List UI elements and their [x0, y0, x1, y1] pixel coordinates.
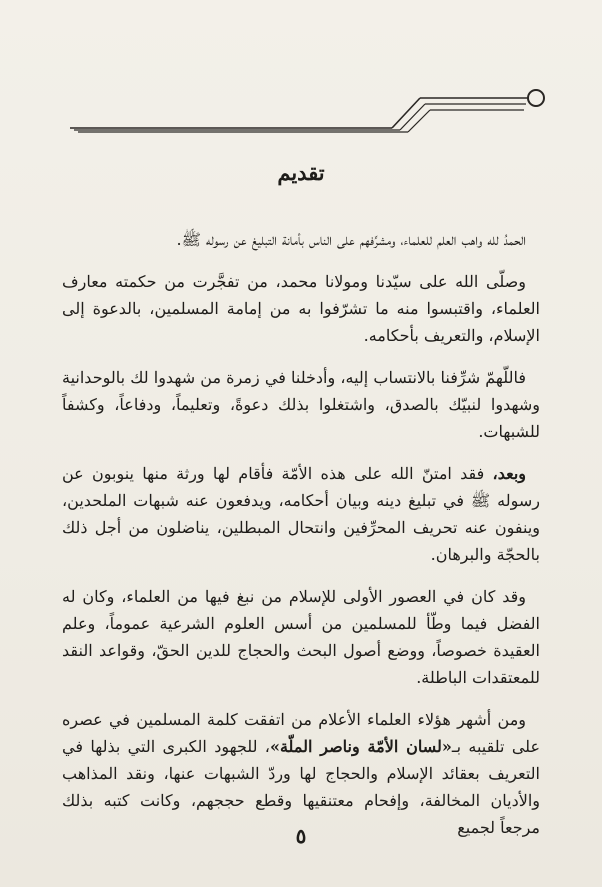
paragraph: الحمدُ لله واهب العلم للعلماء، ومشرِّفهم على الناس بأمانة التبليغ عن رسوله ﷺ.: [176, 230, 526, 249]
paragraph-text: ومن أشهر هؤلاء العلماء الأعلام من اتفقت كلمة المسلمين في عصره على تلقيبه بـ: [62, 710, 540, 756]
header-ornament: [70, 84, 550, 140]
paragraph-lead: وبعد،: [492, 464, 526, 483]
paragraph: [62, 460, 540, 568]
page-title: تقديم: [277, 160, 325, 185]
page-number: ٥: [295, 824, 307, 848]
body-text: [62, 226, 540, 856]
paragraph-text: فقد امتنّ الله على هذه الأمّة فأقام لها ورثة منها ينوبون عن رسوله ﷺ في تبليغ دينه وبيان أحكامه، ويدفعون عنه شبهات الملحدين، وينفون عنه تحريف المحرِّفين وانتحال المبطلين، يناضلون من أجل ذلك بالحجّة والبرهان.: [62, 464, 540, 564]
paragraph-bold-phrase: «لسان الأمّة وناصر الملّة»: [269, 737, 452, 756]
paragraph: [62, 706, 540, 841]
paragraph: وصلّى الله على سيّدنا ومولانا محمد، من تفجَّرت من حكمته معارف العلماء، واقتبسوا منه ما تشرّفوا به من إمامة المسلمين، بالدعوة إلى الإسلام، والتعريف بأحكامه.: [62, 272, 540, 345]
ornament-circle: [528, 90, 544, 106]
paragraph: وقد كان في العصور الأولى للإسلام من نبغ فيها من العلماء، وكان له الفضل فيما وطّأ للمسلمين من أسس العلوم الشرعية عموماً، وعلم العقيدة خصوصاً، ووضع أصول البحث والحجاج للدين الحقّ، وقواعد النقد للمعتقدات الباطلة.: [62, 587, 541, 687]
paragraph-text: ، للجهود الكبرى التي بذلها في التعريف بعقائد الإسلام والحجاج لها وردّ الشبهات عنها، ونقد المذاهب والأديان المخالفة، وإفحام معتنقيها وقطع حججهم، وكانت كتبه بذلك مرجعاً لجميع: [62, 737, 540, 837]
paragraph: فاللّهمّ شرِّفنا بالانتساب إليه، وأدخلنا في زمرة من شهدوا لك بالوحدانية وشهدوا لنبيّك بالصدق، واشتغلوا بذلك دعوةً، وتعليماً، ودفاعاً، وكشفاً للشبهات.: [62, 368, 540, 441]
